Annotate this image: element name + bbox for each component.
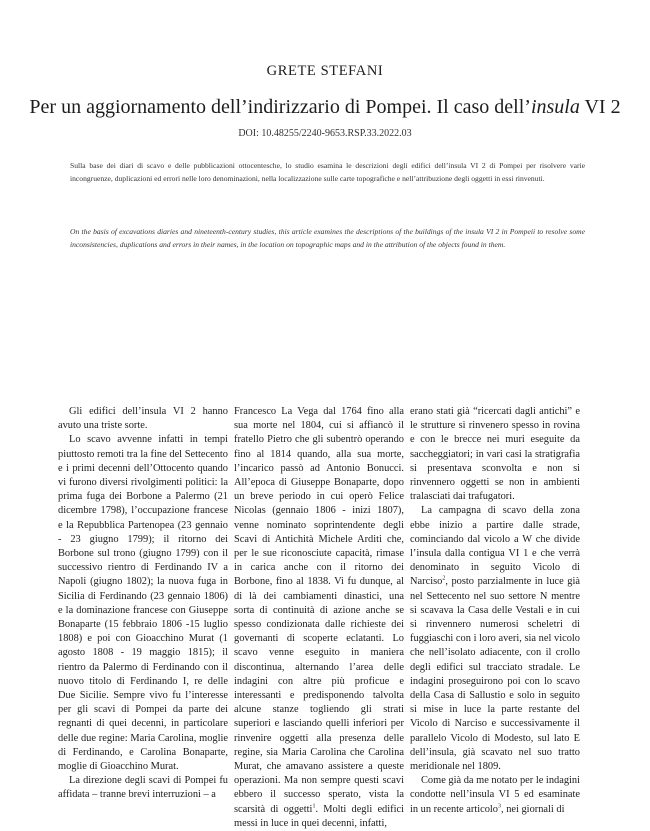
paragraph: Lo scavo avvenne infatti in tempi piuttosto remoti tra la fine del Settecento e i primi decenni dell’Ottocento quando vi furono diversi rivolgimenti politici: la prima fuga dei Borbone a Palermo (21 dicembre 1798), l’occupazione francese e la Repubblica Partenopea (23 gennaio - 23 giugno 1799); il ritorno dei Borbone sul trono (giugno 1799) con il successivo rientro di Ferdinando IV a Napoli (giugno 1802); la nuova fuga in Sicilia di Ferdinando (23 gennaio 1806) e la dominazione francese con Giuseppe Bonaparte (15 febbraio 1806 -15 luglio 1808) e poi con Gioacchino Murat (1 agosto 1808 - 19 maggio 1815); il rientro da Palermo di Ferdinando con il nuovo titolo di Ferdinando I, re delle Due Sicilie. Sempre vivo fu l’interesse per gli scavi di Pompei da parte dei regnanti di quei decenni, in particolare delle due regine: Maria Carolina, moglie di Ferdinando, e Carolina Bonaparte, moglie di Gioacchino Murat. (58, 434, 228, 773)
paragraph-text: , posto parzialmente in luce già nel Settecento nel suo settore N mentre si scavava la Casa delle Vestali e in cui si rinvennero numerosi scheletri di fuggiaschi con i loro averi, sia nel vicolo che nell’isolato adiacente, con il crollo degli edifici sul tracciato stradale. Le indagini proseguirono poi con lo scavo della Casa di Sallustio e solo in seguito si mise in luce la parte restante del Vicolo di Narciso e successivamente il parallelo Vicolo di Modesto, sul lato E dell’insula, già scavato nel suo tratto meridionale nel 1809. (410, 576, 580, 773)
title-suffix: VI 2 (579, 96, 621, 118)
paragraph: La direzione degli scavi di Pompei fu affidata – tranne brevi interruzioni – a (58, 775, 228, 801)
paragraph (410, 774, 580, 817)
paragraph-text: Francesco La Vega dal 1764 fino alla sua morte nel 1804, cui si affiancò il fratello Pietro che gli subentrò operando fino al 1814 quando, alla sua morte, l’incarico passò ad Antonio Bonucci. All’epoca di Giuseppe Bonaparte, dopo un breve periodo in cui operò Felice Nicolas (gennaio 1806 - inizi 1807), venne nominato soprintendente degli Scavi di Antichità Michele Arditi che, per le sue riconosciute capacità, rimase in carica anche con il ritorno dei Borbone, fino al 1838. Vi fu dunque, al di là dei cambiamenti dinastici, una sorta di continuità di azione anche se spesso condizionata dalle richieste dei governanti di scoperte eclatanti. Lo scavo venne eseguito in maniera discontinua, alternando l’area delle indagini con altre più proficue e interessanti e predisponendo talvolta alcune stanze togliendo gli strati superiori e lasciando quelli inferiori per rinvenire oggetti alla presenza delle regine, sia Maria Carolina che Carolina Murat, che amavano assistere a queste operazioni. Ma non sempre questi scavi ebbero il successo sperato, vista la scarsità di oggetti (234, 406, 404, 815)
title-italic: insula (530, 96, 580, 118)
abstract-english: On the basis of excavations diaries and nineteenth-century studies, this article examines the descriptions of the buildings of the insula VI 2 in Pompeii to resolve some inconsistencies, duplications and errors in their names, in the location on topographic maps and in the attribution of the objects found in them. (70, 227, 585, 249)
abstract-italian: Sulla base dei diari di scavo e delle pubblicazioni ottocentesche, lo studio esamina le descrizioni degli edifici dell’insula VI 2 di Pompei per risolvere varie incongruenze, duplicazioni ed errori nelle loro denominazioni, nella localizzazione sulle carte topografiche e nell’attribuzione degli oggetti in essi rinvenuti. (70, 161, 585, 183)
paragraph-text: . Molti degli edifici messi in luce in quei decenni, infatti, (234, 803, 404, 829)
title-prefix: Per un aggiornamento dell’indirizzario di Pompei. Il caso dell’ (29, 96, 531, 118)
paragraph-text: Come già da me notato per le indagini condotte nell’insula VI 5 ed esaminate in un recente articolo (410, 775, 580, 815)
paragraph-text: , nei giornali di (501, 803, 565, 815)
footnote-ref[interactable]: 1 (312, 803, 316, 810)
body-column-2 (234, 405, 404, 831)
author-name: GRETE STEFANI (266, 63, 384, 79)
body-column-3 (410, 405, 580, 817)
paragraph (410, 504, 580, 774)
paragraph: Gli edifici dell’insula VI 2 hanno avuto una triste sorte. (58, 406, 228, 432)
paragraph: erano stati già “ricercati dagli antichi” e le strutture si rinvenero spesso in rovina e con le brecce nei muri eseguite da saccheggiatori; in vari casi la stratigrafia si presentava sconvolta e non si rinvennero oggetti se non in ambienti tralasciati dai trafugatori. (410, 406, 580, 503)
footnote-ref[interactable]: 3 (498, 803, 501, 810)
paragraph-text: La campagna di scavo della zona ebbe inizio a partire dalle strade, cominciando dal vicolo a W che divide l’insula dalla contigua VI 1 e che verrà denominato in seguito Vicolo di Narciso (410, 505, 580, 588)
footnote-ref[interactable]: 2 (442, 575, 446, 582)
doi: DOI: 10.48255/2240-9653.RSP.33.2022.03 (238, 128, 412, 139)
paragraph (234, 405, 404, 831)
body-column-1 (58, 405, 228, 803)
article-title (0, 96, 650, 119)
